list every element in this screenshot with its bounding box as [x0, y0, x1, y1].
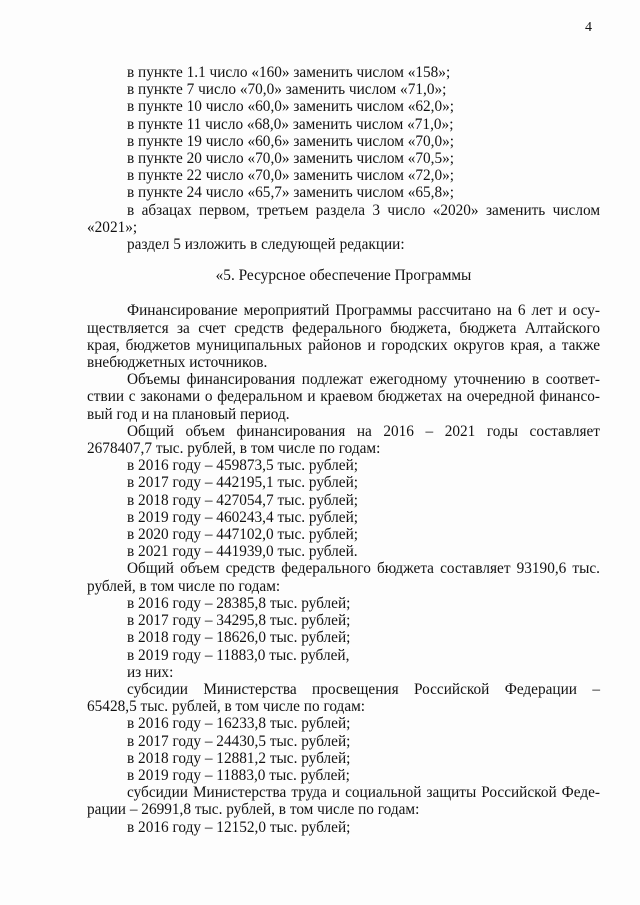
- abz-line-1: в абзацах первом, третьем раздела 3 число «2020» заменить числом: [127, 201, 600, 219]
- section5-heading: «5. Ресурсное обеспечение Программы: [215, 267, 472, 285]
- education-year: в 2016 году – 16233,8 тыс. рублей;: [127, 715, 351, 733]
- amendment-line: в пункте 7 число «70,0» заменить числом «71,0»;: [127, 81, 447, 99]
- education-year: в 2017 году – 24430,5 тыс. рублей;: [127, 732, 351, 750]
- amendment-line: в пункте 1.1 число «160» заменить числом «158»;: [127, 64, 451, 81]
- amendment-line: в пункте 20 число «70,0» заменить числом «70,5»;: [127, 150, 455, 168]
- federal-of-which: из них:: [127, 663, 174, 681]
- amendment-line: в пункте 22 число «70,0» заменить числом «72,0»;: [127, 167, 455, 185]
- labor-line-1: субсидии Министерства труда и социальной защиты Российской Феде-: [127, 784, 600, 802]
- total-year: в 2019 году – 460243,4 тыс. рублей;: [127, 508, 359, 526]
- federal-line-1: Общий объем средств федерального бюджета составляет 93190,6 тыс.: [127, 560, 600, 578]
- labor-year: в 2016 году – 12152,0 тыс. рублей;: [127, 818, 351, 836]
- para1-line: ществляется за счет средств федерального бюджета, бюджета Алтайского: [87, 319, 600, 337]
- para2-line: Объемы финансирования подлежат ежегодному уточнению в соответ-: [127, 371, 600, 389]
- education-line-2: 65428,5 тыс. рублей, в том числе по годам:: [87, 698, 366, 716]
- federal-year: в 2016 году – 28385,8 тыс. рублей;: [127, 594, 351, 612]
- para1-line: внебюджетных источников.: [87, 354, 268, 372]
- abz-line-2: «2021»;: [87, 218, 138, 236]
- para1-line: Финансирование мероприятий Программы рассчитано на 6 лет и осу-: [127, 302, 600, 320]
- education-year: в 2018 году – 12881,2 тыс. рублей;: [127, 749, 351, 767]
- total-line-1: Общий объем финансирования на 2016 – 2021 годы составляет: [127, 422, 600, 440]
- para2-line: ствии с законами о федеральном и краевом бюджетах на очередной финансо-: [87, 388, 600, 406]
- para1-line: края, бюджетов муниципальных районов и городских округов края, а также: [87, 336, 600, 354]
- amendment-line: в пункте 10 число «60,0» заменить числом «62,0»;: [127, 98, 455, 116]
- amendment-line: в пункте 19 число «60,6» заменить числом «70,0»;: [127, 132, 455, 150]
- page-number: 4: [585, 20, 592, 35]
- labor-line-2: рации – 26991,8 тыс. рублей, в том числе по годам:: [87, 801, 420, 819]
- education-year: в 2019 году – 11883,0 тыс. рублей;: [127, 766, 350, 784]
- total-year: в 2017 году – 442195,1 тыс. рублей;: [127, 474, 359, 492]
- amendment-line: в пункте 24 число «65,7» заменить числом «65,8»;: [127, 184, 455, 202]
- document-body: [87, 64, 600, 836]
- federal-year: в 2017 году – 34295,8 тыс. рублей;: [127, 612, 351, 630]
- amendment-line: в пункте 11 число «68,0» заменить числом «71,0»;: [127, 115, 454, 133]
- total-line-2: 2678407,7 тыс. рублей, в том числе по годам:: [87, 440, 381, 458]
- federal-line-2: рублей, в том числе по годам:: [87, 577, 281, 595]
- education-line-1: субсидии Министерства просвещения Российской Федерации –: [127, 680, 600, 698]
- total-year: в 2020 году – 447102,0 тыс. рублей;: [127, 526, 359, 544]
- federal-year: в 2018 году – 18626,0 тыс. рублей;: [127, 629, 351, 647]
- total-year: в 2016 году – 459873,5 тыс. рублей;: [127, 457, 359, 475]
- section5-intro: раздел 5 изложить в следующей редакции:: [127, 236, 405, 254]
- total-year: в 2018 году – 427054,7 тыс. рублей;: [127, 491, 359, 509]
- para2-line: вый год и на плановый период.: [87, 405, 290, 423]
- federal-year: в 2019 году – 11883,0 тыс. рублей,: [127, 646, 350, 664]
- total-year: в 2021 году – 441939,0 тыс. рублей.: [127, 543, 358, 561]
